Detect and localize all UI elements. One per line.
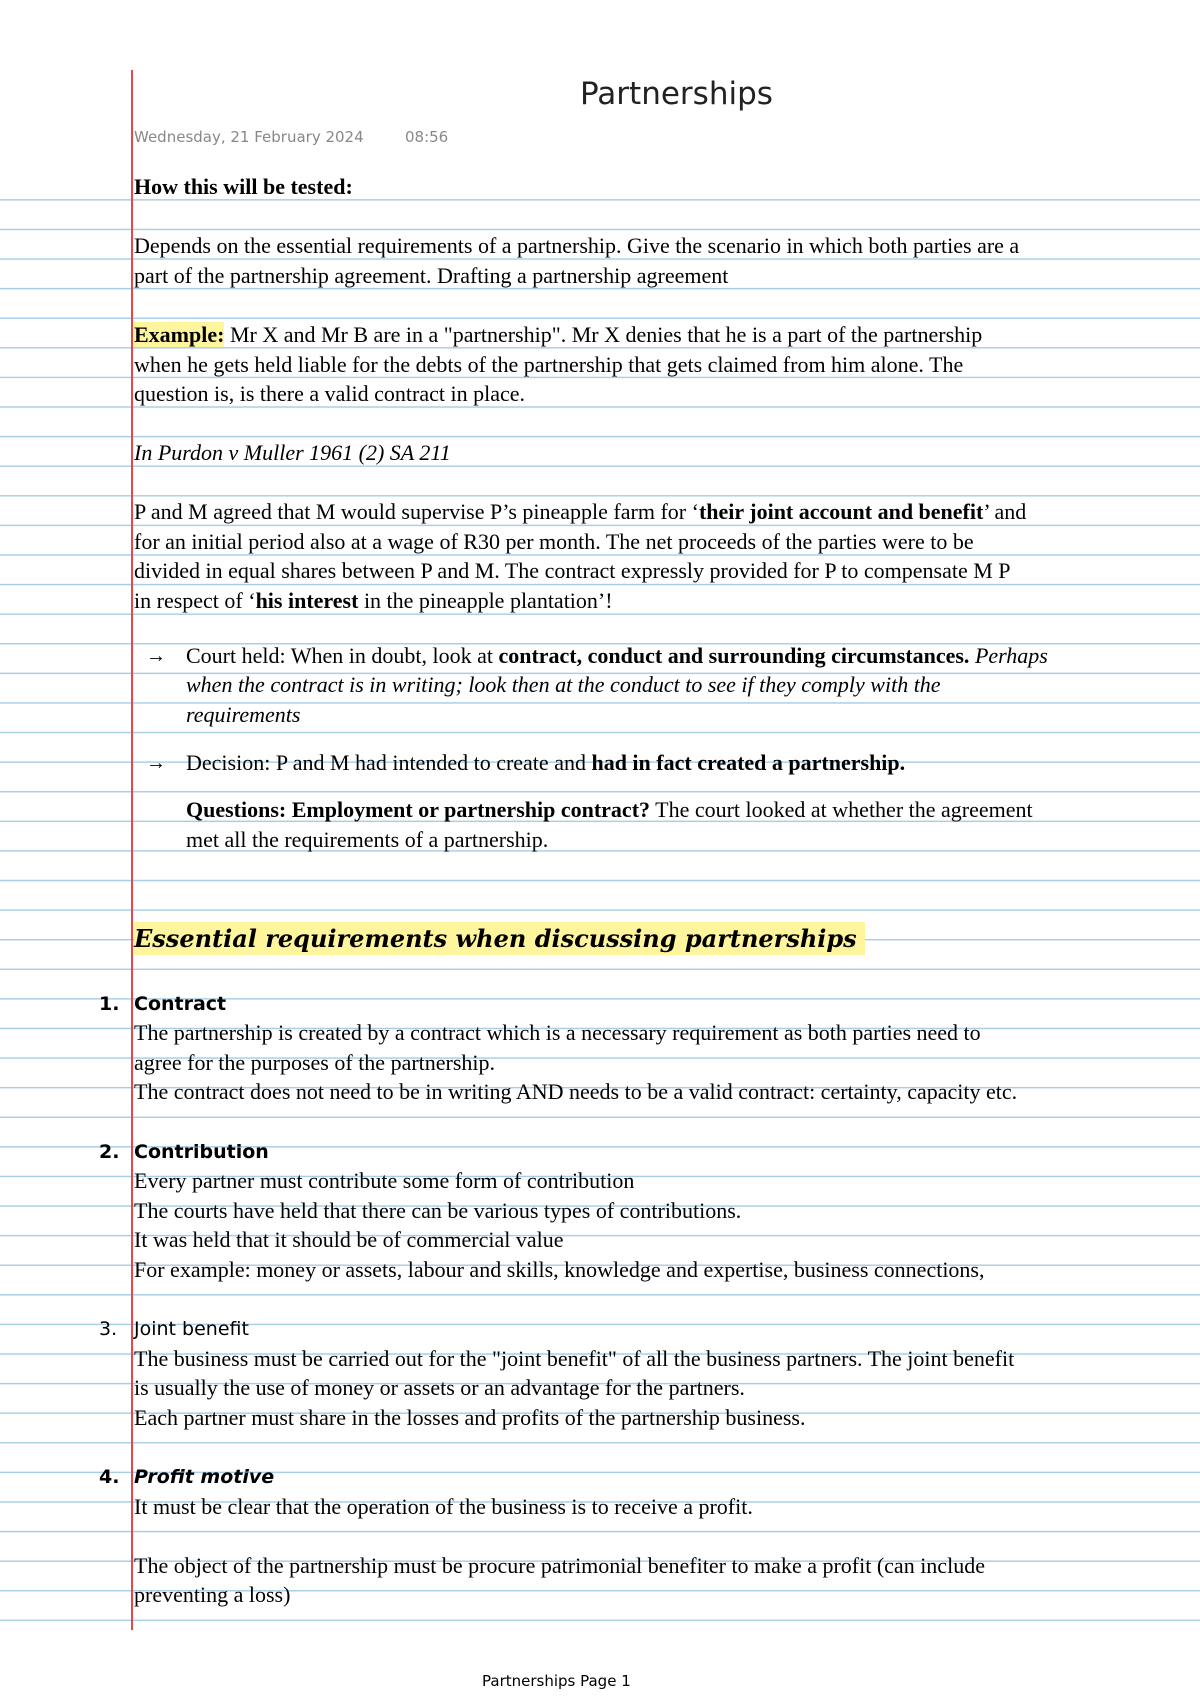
page-time: 08:56 xyxy=(405,128,449,146)
requirement-line: For example: money or assets, labour and skills, knowledge and expertise, business connections, xyxy=(134,1257,985,1282)
example-line xyxy=(134,320,982,350)
case-facts-text: in the pineapple plantation’! xyxy=(358,588,613,613)
requirement-line: Every partner must contribute some form of contribution xyxy=(134,1168,635,1193)
requirements-heading-text: Essential requirements when discussing partnerships xyxy=(134,922,865,955)
case-facts-emphasis: his interest xyxy=(255,588,359,613)
requirement-line: The object of the partnership must be procure patrimonial benefiter to make a profit (can include xyxy=(134,1553,985,1578)
requirement-line: preventing a loss) xyxy=(134,1582,291,1607)
example-line: question is, is there a valid contract in place. xyxy=(134,381,525,406)
requirement-title: Contribution xyxy=(134,1141,269,1163)
requirement-title: Joint benefit xyxy=(134,1318,249,1340)
requirement-line: It was held that it should be of commercial value xyxy=(134,1227,564,1252)
intro-paragraph-line: Depends on the essential requirements of a partnership. Give the scenario in which both parties are a xyxy=(134,233,1020,258)
requirements-heading xyxy=(134,919,865,959)
requirement-line: agree for the purposes of the partnership. xyxy=(134,1050,496,1075)
page-date: Wednesday, 21 February 2024 xyxy=(134,128,364,146)
questions-line xyxy=(186,795,1033,825)
case-facts-emphasis: their joint account and benefit xyxy=(698,499,984,524)
case-facts-line xyxy=(134,586,613,616)
intro-heading xyxy=(134,172,353,202)
case-facts-line: divided in equal shares between P and M. The contract expressly provided for P to compensate M P xyxy=(134,558,1011,583)
requirement-title: Profit motive xyxy=(134,1466,275,1488)
questions-text: The court looked at whether the agreement xyxy=(650,797,1033,822)
requirement-number: 2. xyxy=(99,1141,120,1163)
questions-line: met all the requirements of a partnership. xyxy=(186,827,549,852)
case-facts-text: P and M agreed that M would supervise P’s pineapple farm for ‘ xyxy=(134,499,699,524)
intro-paragraph-line: part of the partnership agreement. Drafting a partnership agreement xyxy=(134,263,729,288)
case-facts-line xyxy=(134,497,1026,527)
example-label: Example: xyxy=(134,322,225,347)
example-text: Mr X and Mr B are in a "partnership". Mr X denies that he is a part of the partnership xyxy=(224,322,983,347)
requirement-line: The partnership is created by a contract which is a necessary requirement as both parties need to xyxy=(134,1020,981,1045)
court-held-line: requirements xyxy=(186,702,301,727)
example-line: when he gets held liable for the debts of the partnership that gets claimed from him alone. The xyxy=(134,352,964,377)
questions-label: Questions: Employment or partnership contract? xyxy=(186,797,651,822)
requirement-line: Each partner must share in the losses and profits of the partnership business. xyxy=(134,1405,806,1430)
requirement-number: 3. xyxy=(99,1318,118,1340)
requirement-line: The contract does not need to be in writing AND needs to be a valid contract: certainty, capacity etc. xyxy=(134,1079,1018,1104)
arrow-bullet-icon: → xyxy=(146,645,166,667)
decision-emphasis: had in fact created a partnership. xyxy=(591,750,906,775)
court-held-italic: Perhaps xyxy=(969,643,1048,668)
page-footer: Partnerships Page 1 xyxy=(482,1672,631,1690)
intro-heading-text: How this will be tested: xyxy=(134,174,353,199)
case-facts-line: for an initial period also at a wage of R30 per month. The net proceeds of the parties were to be xyxy=(134,529,974,554)
margin-line xyxy=(131,70,133,1630)
page-title[interactable]: Partnerships xyxy=(580,76,773,112)
decision-line xyxy=(186,748,905,778)
requirement-line: is usually the use of money or assets or an advantage for the partners. xyxy=(134,1375,745,1400)
requirement-line: It must be clear that the operation of the business is to receive a profit. xyxy=(134,1494,753,1519)
court-held-line xyxy=(186,641,1048,671)
arrow-bullet-icon: → xyxy=(146,752,166,774)
court-held-emphasis: contract, conduct and surrounding circumstances. xyxy=(498,643,970,668)
court-held-line: when the contract is in writing; look then at the conduct to see if they comply with the xyxy=(186,672,941,697)
case-citation: In Purdon v Muller 1961 (2) SA 211 xyxy=(134,440,451,465)
requirement-number: 1. xyxy=(99,993,120,1015)
decision-text: Decision: P and M had intended to create and xyxy=(186,750,592,775)
requirement-line: The business must be carried out for the "joint benefit" of all the business partners. The joint benefit xyxy=(134,1346,1015,1371)
court-held-text: Court held: When in doubt, look at xyxy=(186,643,499,668)
case-facts-text: ’ and xyxy=(983,499,1027,524)
case-facts-text: in respect of ‘ xyxy=(134,588,256,613)
requirement-title: Contract xyxy=(134,993,227,1015)
requirement-number: 4. xyxy=(99,1466,120,1488)
requirement-line: The courts have held that there can be various types of contributions. xyxy=(134,1198,742,1223)
